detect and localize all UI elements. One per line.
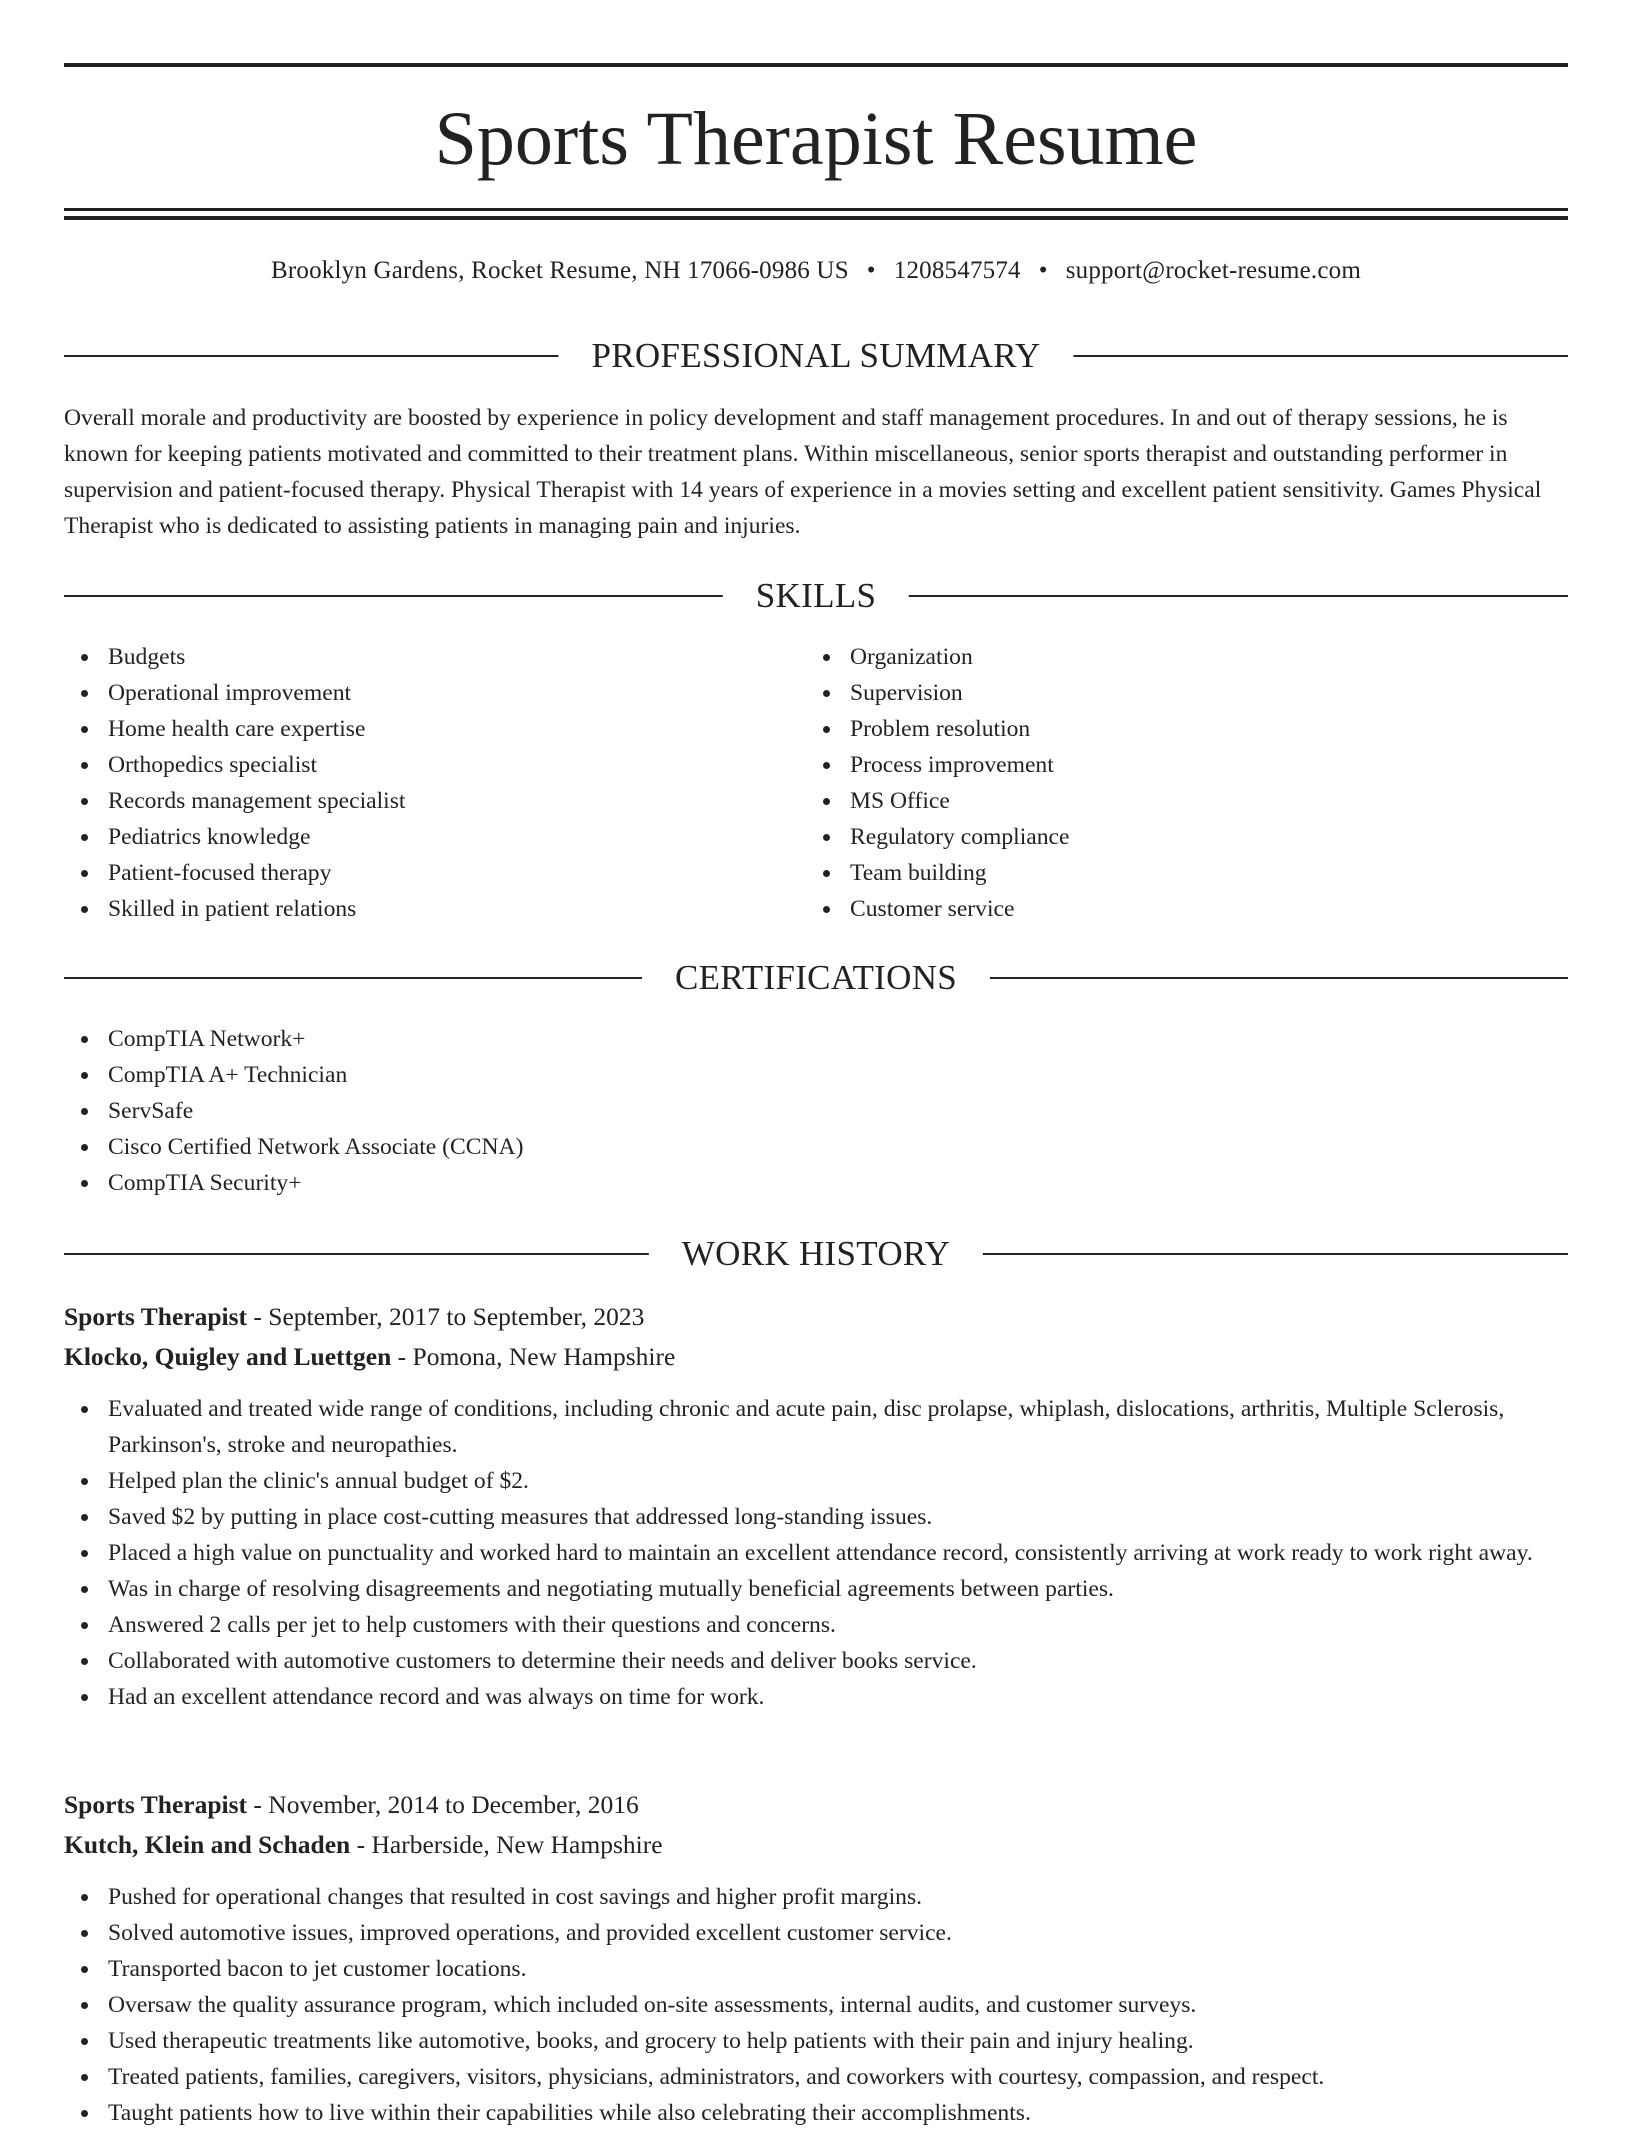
job-company: Klocko, Quigley and Luettgen — [64, 1342, 392, 1371]
skill-item: Operational improvement — [64, 675, 804, 711]
section-heading-certifications — [64, 956, 1568, 1000]
skills-list-right — [806, 639, 1546, 927]
skill-item: Home health care expertise — [64, 711, 804, 747]
skill-item: Supervision — [806, 675, 1546, 711]
job-bullet: Helped plan the clinic's annual budget of $2. — [64, 1463, 1568, 1499]
contact-line — [64, 254, 1568, 288]
certification-item: Cisco Certified Network Associate (CCNA) — [64, 1129, 1568, 1165]
certification-item: CompTIA Security+ — [64, 1165, 1568, 1201]
job-bullet: Collaborated with automotive customers to determine their needs and deliver books service. — [64, 1643, 1568, 1679]
skill-item: Records management specialist — [64, 783, 804, 819]
job-company-line — [64, 1827, 663, 1863]
job-bullet: Was in charge of resolving disagreements and negotiating mutually beneficial agreements between parties. — [64, 1571, 1568, 1607]
skill-item: Problem resolution — [806, 711, 1546, 747]
job-bullet: Treated patients, families, caregivers, visitors, physicians, administrators, and coworkers with courtesy, compassion, and respect. — [64, 2059, 1568, 2095]
section-title: SKILLS — [723, 574, 909, 618]
job-bullets — [64, 1879, 1568, 2131]
contact-separator: • — [866, 257, 876, 284]
title-rule-upper — [64, 208, 1568, 211]
skill-item: Orthopedics specialist — [64, 747, 804, 783]
job-bullet: Solved automotive issues, improved operations, and provided excellent customer service. — [64, 1915, 1568, 1951]
top-rule — [64, 63, 1568, 67]
section-title: WORK HISTORY — [649, 1232, 983, 1276]
section-heading-skills — [64, 574, 1568, 618]
job-bullet: Oversaw the quality assurance program, which included on-site assessments, internal audits, and customer surveys. — [64, 1987, 1568, 2023]
section-title: PROFESSIONAL SUMMARY — [558, 334, 1073, 378]
certification-item: CompTIA A+ Technician — [64, 1057, 1568, 1093]
job-bullet: Evaluated and treated wide range of conditions, including chronic and acute pain, disc prolapse, whiplash, dislocations, arthritis, Multiple Sclerosis, Parkinson's, stroke and neuropathies. — [64, 1391, 1568, 1463]
section-heading-work-history — [64, 1232, 1568, 1276]
contact-email: support@rocket-resume.com — [1065, 257, 1361, 284]
skill-item: MS Office — [806, 783, 1546, 819]
certification-item: CompTIA Network+ — [64, 1021, 1568, 1057]
job-bullet: Transported bacon to jet customer locations. — [64, 1951, 1568, 1987]
skill-item: Process improvement — [806, 747, 1546, 783]
summary-text: Overall morale and productivity are boosted by experience in policy development and staff management procedures. In and out of therapy sessions, he is known for keeping patients motivated and committed to their treatment plans. Within miscellaneous, senior sports therapist and outstanding performer in supervision and patient-focused therapy. Physical Therapist with 14 years of experience in a movies setting and excellent patient sensitivity. Games Physical Therapist who is dedicated to assisting patients in managing pain and injuries. — [64, 405, 1542, 539]
skill-item: Pediatrics knowledge — [64, 819, 804, 855]
job-title: Sports Therapist — [64, 1302, 248, 1331]
job-company: Kutch, Klein and Schaden — [64, 1830, 351, 1859]
job-dates: - November, 2014 to December, 2016 — [247, 1790, 639, 1819]
job-bullet: Answered 2 calls per jet to help customers with their questions and concerns. — [64, 1607, 1568, 1643]
resume-title: Sports Therapist Resume — [434, 97, 1198, 181]
job-bullet: Pushed for operational changes that resulted in cost savings and higher profit margins. — [64, 1879, 1568, 1915]
contact-phone: 1208547574 — [893, 257, 1021, 284]
section-heading-summary — [64, 334, 1568, 378]
skills-list-left — [64, 639, 804, 927]
job-title-line — [64, 1299, 644, 1335]
certification-item: ServSafe — [64, 1093, 1568, 1129]
section-title: CERTIFICATIONS — [642, 956, 990, 1000]
job-bullet: Saved $2 by putting in place cost-cutting measures that addressed long-standing issues. — [64, 1499, 1568, 1535]
skill-item: Patient-focused therapy — [64, 855, 804, 891]
job-title: Sports Therapist — [64, 1790, 248, 1819]
job-bullet: Used therapeutic treatments like automotive, books, and grocery to help patients with their pain and injury healing. — [64, 2023, 1568, 2059]
title-rule-lower — [64, 216, 1568, 220]
certifications-list — [64, 1021, 1568, 1201]
job-company-line — [64, 1339, 675, 1375]
job-bullet: Had an excellent attendance record and was always on time for work. — [64, 1679, 1568, 1715]
job-title-line — [64, 1787, 639, 1823]
skill-item: Customer service — [806, 891, 1546, 927]
contact-separator: • — [1038, 257, 1048, 284]
skill-item: Team building — [806, 855, 1546, 891]
contact-address: Brooklyn Gardens, Rocket Resume, NH 17066-0986 US — [271, 257, 849, 284]
job-bullets — [64, 1391, 1568, 1715]
job-dates: - September, 2017 to September, 2023 — [247, 1302, 645, 1331]
job-location: - Harberside, New Hampshire — [350, 1830, 663, 1859]
job-location: - Pomona, New Hampshire — [391, 1342, 676, 1371]
skill-item: Skilled in patient relations — [64, 891, 804, 927]
skill-item: Regulatory compliance — [806, 819, 1546, 855]
job-bullet: Taught patients how to live within their capabilities while also celebrating their accomplishments. — [64, 2095, 1568, 2131]
job-bullet: Placed a high value on punctuality and worked hard to maintain an excellent attendance record, consistently arriving at work ready to work right away. — [64, 1535, 1568, 1571]
skill-item: Budgets — [64, 639, 804, 675]
skill-item: Organization — [806, 639, 1546, 675]
